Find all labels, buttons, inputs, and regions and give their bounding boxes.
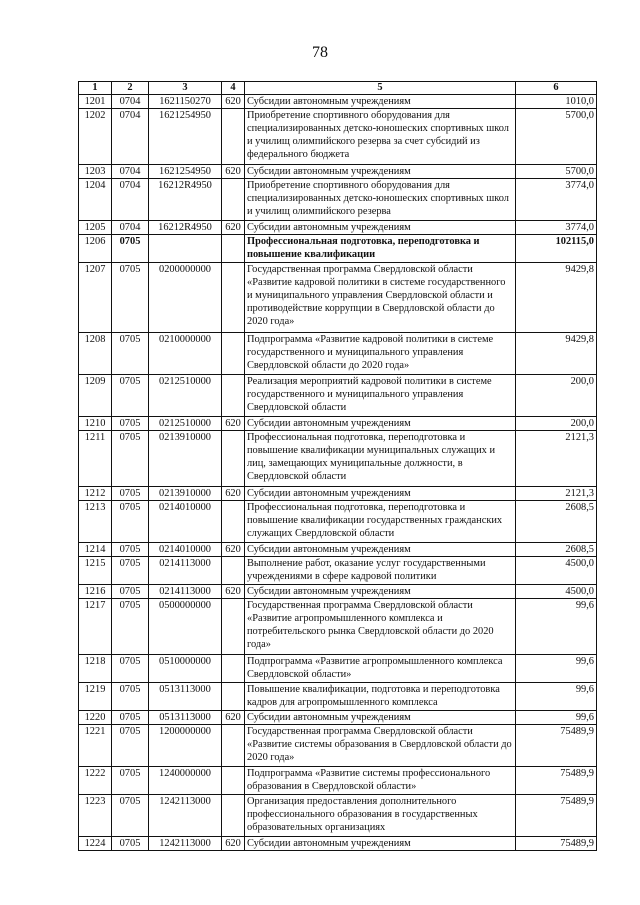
row-number-cell: 1214 bbox=[79, 543, 112, 557]
expense-type-cell bbox=[222, 333, 245, 375]
section-code-cell: 0705 bbox=[112, 417, 149, 431]
item-name-cell: Государственная программа Свердловской области «Развитие кадровой политики в системе государственного и муниципального управления Свердловской области и противодействие коррупции в Свердловской области до 2020 года» bbox=[245, 263, 516, 333]
expense-type-cell bbox=[222, 431, 245, 487]
item-name-cell: Субсидии автономным учреждениям bbox=[245, 585, 516, 599]
item-name-cell: Реализация мероприятий кадровой политики в системе государственного и муниципального управления Свердловской области bbox=[245, 375, 516, 417]
section-code-cell: 0705 bbox=[112, 725, 149, 767]
article-code-cell: 1240000000 bbox=[149, 767, 222, 795]
table-row bbox=[79, 431, 597, 487]
row-number-cell: 1219 bbox=[79, 683, 112, 711]
row-number-cell: 1202 bbox=[79, 109, 112, 165]
item-name-cell: Государственная программа Свердловской области «Развитие агропромышленного комплекса и потребительского рынка Свердловской области до 2020 года» bbox=[245, 599, 516, 655]
item-name-cell: Повышение квалификации, подготовка и переподготовка кадров для агропромышленного комплекса bbox=[245, 683, 516, 711]
table-row bbox=[79, 683, 597, 711]
table-row bbox=[79, 599, 597, 655]
row-number-cell: 1204 bbox=[79, 179, 112, 221]
item-name-cell: Подпрограмма «Развитие системы профессионального образования в Свердловской области» bbox=[245, 767, 516, 795]
row-number-cell: 1221 bbox=[79, 725, 112, 767]
amount-cell: 75489,9 bbox=[516, 725, 597, 767]
table-row bbox=[79, 179, 597, 221]
table-row bbox=[79, 221, 597, 235]
row-number-cell: 1218 bbox=[79, 655, 112, 683]
item-name-cell: Подпрограмма «Развитие кадровой политики в системе государственного и муниципального управления Свердловской области до 2020 года» bbox=[245, 333, 516, 375]
section-code-cell: 0705 bbox=[112, 543, 149, 557]
amount-cell: 75489,9 bbox=[516, 795, 597, 837]
article-code-cell: 0213910000 bbox=[149, 487, 222, 501]
table-row bbox=[79, 333, 597, 375]
article-code-cell: 0510000000 bbox=[149, 655, 222, 683]
row-number-cell: 1203 bbox=[79, 165, 112, 179]
table-row bbox=[79, 417, 597, 431]
header-col-1: 1 bbox=[79, 82, 112, 95]
section-code-cell: 0704 bbox=[112, 221, 149, 235]
article-code-cell: 0513113000 bbox=[149, 711, 222, 725]
article-code-cell: 0210000000 bbox=[149, 333, 222, 375]
amount-cell: 102115,0 bbox=[516, 235, 597, 263]
article-code-cell: 1621150270 bbox=[149, 95, 222, 109]
page-number: 78 bbox=[312, 44, 328, 61]
table-row bbox=[79, 557, 597, 585]
section-code-cell: 0705 bbox=[112, 795, 149, 837]
article-code-cell: 1621254950 bbox=[149, 165, 222, 179]
amount-cell: 3774,0 bbox=[516, 221, 597, 235]
item-name-cell: Организация предоставления дополнительного профессионального образования в государственных образовательных организациях bbox=[245, 795, 516, 837]
item-name-cell: Субсидии автономным учреждениям bbox=[245, 487, 516, 501]
item-name-cell: Субсидии автономным учреждениям bbox=[245, 95, 516, 109]
amount-cell: 200,0 bbox=[516, 375, 597, 417]
item-name-cell: Субсидии автономным учреждениям bbox=[245, 711, 516, 725]
section-code-cell: 0705 bbox=[112, 263, 149, 333]
section-code-cell: 0704 bbox=[112, 179, 149, 221]
article-code-cell: 16212R4950 bbox=[149, 179, 222, 221]
expense-type-cell: 620 bbox=[222, 711, 245, 725]
expense-type-cell: 620 bbox=[222, 487, 245, 501]
article-code-cell: 0214113000 bbox=[149, 585, 222, 599]
expense-type-cell: 620 bbox=[222, 417, 245, 431]
table-row bbox=[79, 375, 597, 417]
article-code-cell: 1621254950 bbox=[149, 109, 222, 165]
article-code-cell: 0513113000 bbox=[149, 683, 222, 711]
item-name-cell: Субсидии автономным учреждениям bbox=[245, 837, 516, 851]
expense-type-cell: 620 bbox=[222, 585, 245, 599]
table-row bbox=[79, 767, 597, 795]
amount-cell: 75489,9 bbox=[516, 767, 597, 795]
row-number-cell: 1223 bbox=[79, 795, 112, 837]
article-code-cell: 0212510000 bbox=[149, 417, 222, 431]
expense-type-cell bbox=[222, 557, 245, 585]
table-row bbox=[79, 711, 597, 725]
amount-cell: 5700,0 bbox=[516, 165, 597, 179]
item-name-cell: Приобретение спортивного оборудования для специализированных детско-юношеских спортивных школ и училищ олимпийского резерва за счет субсидий из федерального бюджета bbox=[245, 109, 516, 165]
article-code-cell: 1242113000 bbox=[149, 837, 222, 851]
amount-cell: 3774,0 bbox=[516, 179, 597, 221]
table-body bbox=[79, 95, 597, 851]
row-number-cell: 1211 bbox=[79, 431, 112, 487]
expense-type-cell: 620 bbox=[222, 837, 245, 851]
expense-type-cell bbox=[222, 179, 245, 221]
article-code-cell: 0200000000 bbox=[149, 263, 222, 333]
expense-type-cell bbox=[222, 375, 245, 417]
table-row bbox=[79, 109, 597, 165]
section-code-cell: 0705 bbox=[112, 501, 149, 543]
amount-cell: 2608,5 bbox=[516, 543, 597, 557]
article-code-cell: 16212R4950 bbox=[149, 221, 222, 235]
amount-cell: 4500,0 bbox=[516, 557, 597, 585]
table-row bbox=[79, 837, 597, 851]
header-col-5: 5 bbox=[245, 82, 516, 95]
section-code-cell: 0705 bbox=[112, 683, 149, 711]
table-header-row bbox=[79, 82, 597, 95]
item-name-cell: Субсидии автономным учреждениям bbox=[245, 165, 516, 179]
section-code-cell: 0704 bbox=[112, 109, 149, 165]
section-code-cell: 0705 bbox=[112, 375, 149, 417]
expense-type-cell bbox=[222, 655, 245, 683]
row-number-cell: 1215 bbox=[79, 557, 112, 585]
table-row bbox=[79, 487, 597, 501]
article-code-cell: 1200000000 bbox=[149, 725, 222, 767]
item-name-cell: Подпрограмма «Развитие агропромышленного комплекса Свердловской области» bbox=[245, 655, 516, 683]
row-number-cell: 1207 bbox=[79, 263, 112, 333]
table-row bbox=[79, 725, 597, 767]
expense-type-cell: 620 bbox=[222, 221, 245, 235]
section-code-cell: 0704 bbox=[112, 95, 149, 109]
section-code-cell: 0705 bbox=[112, 585, 149, 599]
section-code-cell: 0705 bbox=[112, 599, 149, 655]
section-code-cell: 0705 bbox=[112, 235, 149, 263]
article-code-cell: 0214010000 bbox=[149, 501, 222, 543]
article-code-cell: 0213910000 bbox=[149, 431, 222, 487]
table-row bbox=[79, 95, 597, 109]
amount-cell: 5700,0 bbox=[516, 109, 597, 165]
header-col-3: 3 bbox=[149, 82, 222, 95]
article-code-cell: 0214113000 bbox=[149, 557, 222, 585]
table-row bbox=[79, 501, 597, 543]
expense-type-cell bbox=[222, 263, 245, 333]
row-number-cell: 1220 bbox=[79, 711, 112, 725]
row-number-cell: 1222 bbox=[79, 767, 112, 795]
amount-cell: 99,6 bbox=[516, 711, 597, 725]
expense-type-cell bbox=[222, 109, 245, 165]
section-code-cell: 0705 bbox=[112, 557, 149, 585]
expense-type-cell: 620 bbox=[222, 543, 245, 557]
section-code-cell: 0705 bbox=[112, 431, 149, 487]
article-code-cell: 1242113000 bbox=[149, 795, 222, 837]
row-number-cell: 1209 bbox=[79, 375, 112, 417]
row-number-cell: 1208 bbox=[79, 333, 112, 375]
section-code-cell: 0705 bbox=[112, 711, 149, 725]
expense-type-cell bbox=[222, 795, 245, 837]
expense-type-cell bbox=[222, 683, 245, 711]
amount-cell: 99,6 bbox=[516, 655, 597, 683]
amount-cell: 200,0 bbox=[516, 417, 597, 431]
table-row bbox=[79, 235, 597, 263]
table-row bbox=[79, 263, 597, 333]
header-col-6: 6 bbox=[516, 82, 597, 95]
section-code-cell: 0704 bbox=[112, 165, 149, 179]
amount-cell: 9429,8 bbox=[516, 263, 597, 333]
expense-type-cell bbox=[222, 767, 245, 795]
item-name-cell: Субсидии автономным учреждениям bbox=[245, 543, 516, 557]
row-number-cell: 1206 bbox=[79, 235, 112, 263]
amount-cell: 9429,8 bbox=[516, 333, 597, 375]
row-number-cell: 1201 bbox=[79, 95, 112, 109]
header-col-4: 4 bbox=[222, 82, 245, 95]
table-row bbox=[79, 585, 597, 599]
section-code-cell: 0705 bbox=[112, 333, 149, 375]
article-code-cell bbox=[149, 235, 222, 263]
item-name-cell: Профессиональная подготовка, переподготовка и повышение квалификации государственных гражданских служащих Свердловской области bbox=[245, 501, 516, 543]
table-row bbox=[79, 543, 597, 557]
expense-type-cell bbox=[222, 599, 245, 655]
expense-type-cell: 620 bbox=[222, 165, 245, 179]
expense-type-cell: 620 bbox=[222, 95, 245, 109]
amount-cell: 1010,0 bbox=[516, 95, 597, 109]
expense-type-cell bbox=[222, 235, 245, 263]
item-name-cell: Государственная программа Свердловской области «Развитие системы образования в Свердловской области до 2020 года» bbox=[245, 725, 516, 767]
table-row bbox=[79, 795, 597, 837]
row-number-cell: 1212 bbox=[79, 487, 112, 501]
amount-cell: 99,6 bbox=[516, 683, 597, 711]
item-name-cell: Выполнение работ, оказание услуг государственными учреждениями в сфере кадровой политики bbox=[245, 557, 516, 585]
amount-cell: 99,6 bbox=[516, 599, 597, 655]
row-number-cell: 1216 bbox=[79, 585, 112, 599]
item-name-cell: Субсидии автономным учреждениям bbox=[245, 417, 516, 431]
row-number-cell: 1205 bbox=[79, 221, 112, 235]
section-code-cell: 0705 bbox=[112, 487, 149, 501]
section-code-cell: 0705 bbox=[112, 655, 149, 683]
row-number-cell: 1217 bbox=[79, 599, 112, 655]
row-number-cell: 1213 bbox=[79, 501, 112, 543]
amount-cell: 2121,3 bbox=[516, 487, 597, 501]
header-col-2: 2 bbox=[112, 82, 149, 95]
amount-cell: 75489,9 bbox=[516, 837, 597, 851]
item-name-cell: Профессиональная подготовка, переподготовка и повышение квалификации bbox=[245, 235, 516, 263]
budget-table bbox=[78, 81, 597, 851]
section-code-cell: 0705 bbox=[112, 837, 149, 851]
row-number-cell: 1210 bbox=[79, 417, 112, 431]
item-name-cell: Профессиональная подготовка, переподготовка и повышение квалификации муниципальных служащих и лиц, замещающих муниципальные должности, в Свердловской области bbox=[245, 431, 516, 487]
article-code-cell: 0212510000 bbox=[149, 375, 222, 417]
amount-cell: 2121,3 bbox=[516, 431, 597, 487]
expense-type-cell bbox=[222, 725, 245, 767]
expense-type-cell bbox=[222, 501, 245, 543]
article-code-cell: 0214010000 bbox=[149, 543, 222, 557]
amount-cell: 2608,5 bbox=[516, 501, 597, 543]
article-code-cell: 0500000000 bbox=[149, 599, 222, 655]
item-name-cell: Субсидии автономным учреждениям bbox=[245, 221, 516, 235]
amount-cell: 4500,0 bbox=[516, 585, 597, 599]
table-row bbox=[79, 655, 597, 683]
item-name-cell: Приобретение спортивного оборудования для специализированных детско-юношеских спортивных школ и училищ олимпийского резерва bbox=[245, 179, 516, 221]
table-row bbox=[79, 165, 597, 179]
row-number-cell: 1224 bbox=[79, 837, 112, 851]
section-code-cell: 0705 bbox=[112, 767, 149, 795]
